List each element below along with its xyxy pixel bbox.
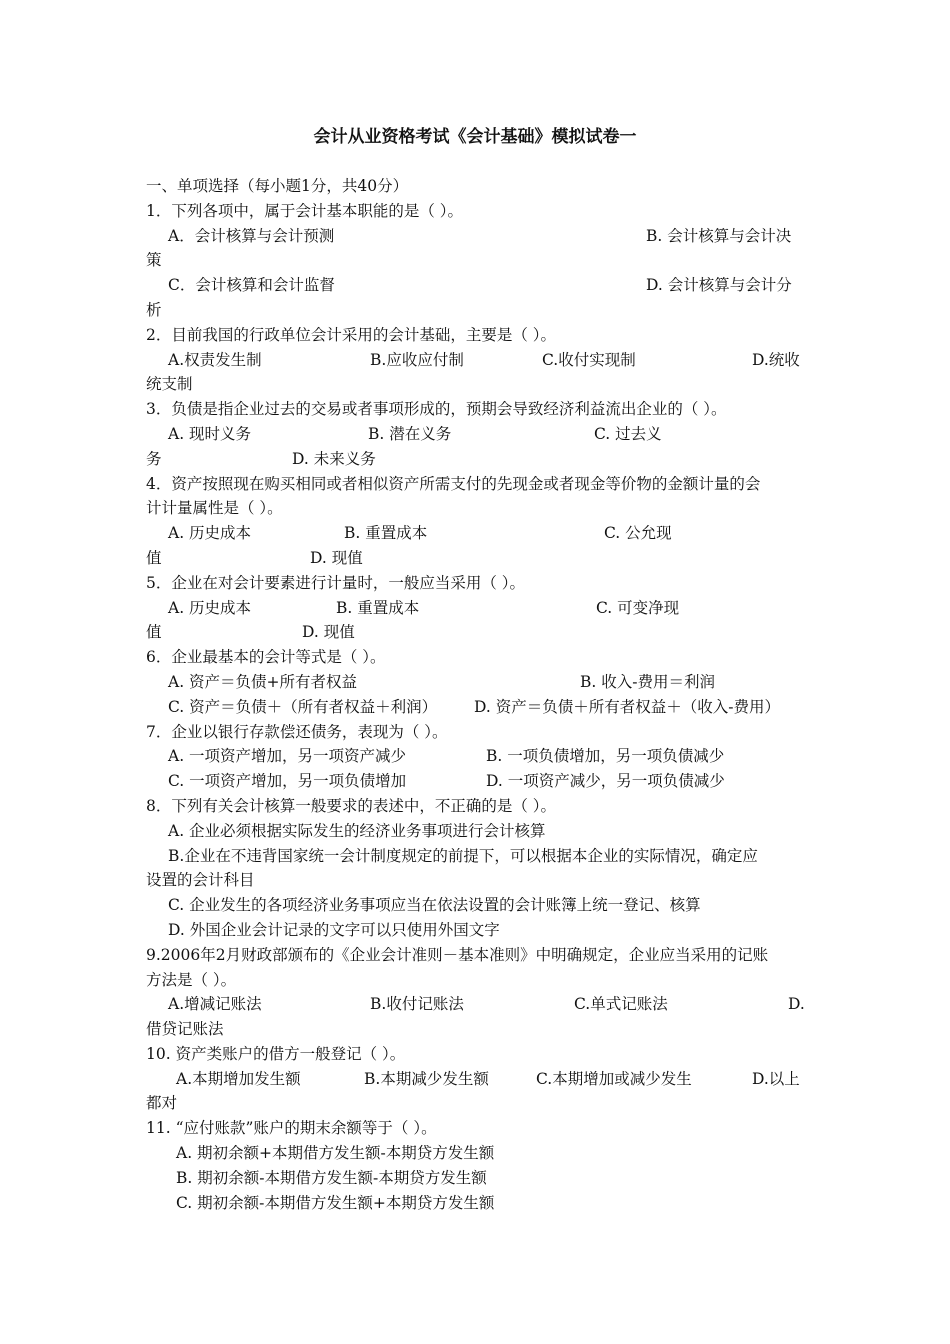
question-7-stem: 7．企业以银行存款偿还债务，表现为（ ）。 (146, 722, 448, 741)
q5-option-c-cont: 值 (146, 623, 162, 642)
q3-option-c-cont: 务 (146, 449, 162, 468)
question-1-stem: 1．下列各项中，属于会计基本职能的是（ ）。 (146, 201, 464, 220)
q1-option-b: B. 会计核算与会计决 (646, 226, 792, 245)
q7-option-b: B. 一项负债增加，另一项负债减少 (486, 747, 725, 766)
question-4-options-row2 (146, 546, 810, 571)
question-2-options (146, 348, 810, 373)
q8-option-b-line1: B.企业在不违背国家统一会计制度规定的前提下，可以根据本企业的实际情况，确定应 (168, 846, 758, 865)
exam-content (146, 174, 810, 1215)
question-1-options-row1 (146, 224, 810, 249)
q9-option-d: D. (788, 995, 805, 1014)
q10-option-d-cont: 都对 (146, 1094, 178, 1113)
q2-option-b: B.应收应付制 (370, 350, 464, 369)
q1-option-d-cont: 析 (146, 300, 162, 319)
question-6-stem: 6．企业最基本的会计等式是（ ）。 (146, 648, 386, 667)
q1-option-d: D. 会计核算与会计分 (646, 276, 792, 295)
question-4-options (146, 521, 810, 546)
question-9-stem-line2: 方法是（ ）。 (146, 970, 237, 989)
q3-option-a: A. 现时义务 (168, 424, 252, 443)
question-5-options-row2 (146, 620, 810, 645)
question-3-stem: 3．负债是指企业过去的交易或者事项形成的，预期会导致经济利益流出企业的（ ）。 (146, 400, 727, 419)
question-10-stem: 10. 资产类账户的借方一般登记（ ）。 (146, 1044, 406, 1063)
question-9-options (146, 992, 810, 1017)
q4-option-a: A. 历史成本 (168, 524, 252, 543)
q4-option-c-cont: 值 (146, 548, 162, 567)
q6-option-b: B. 收入-费用＝利润 (580, 672, 715, 691)
q9-option-c: C.单式记账法 (574, 995, 668, 1014)
q10-option-b: B.本期减少发生额 (364, 1069, 489, 1088)
q2-option-d: D.统收 (752, 350, 800, 369)
q7-option-d: D. 一项资产减少，另一项负债减少 (486, 772, 725, 791)
q10-option-a: A.本期增加发生额 (176, 1069, 301, 1088)
q10-option-d: D.以上 (752, 1069, 800, 1088)
q6-option-c: C. 资产＝负债＋（所有者权益＋利润） (168, 697, 438, 716)
q9-option-d-cont: 借贷记账法 (146, 1020, 224, 1039)
question-11-stem: 11. “应付账款”账户的期末余额等于（ ）。 (146, 1119, 437, 1138)
q11-option-b: B. 期初余额-本期借方发生额-本期贷方发生额 (176, 1168, 487, 1187)
q8-option-b-line2: 设置的会计科目 (146, 871, 255, 890)
q7-option-a: A. 一项资产增加，另一项资产减少 (168, 747, 407, 766)
q10-option-c: C.本期增加或减少发生 (536, 1069, 692, 1088)
question-7-options-row2 (146, 769, 810, 794)
question-1-options-row2 (146, 273, 810, 298)
q4-option-b: B. 重置成本 (344, 524, 428, 543)
q2-option-c: C.收付实现制 (542, 350, 636, 369)
q5-option-b: B. 重置成本 (336, 598, 420, 617)
q6-option-a: A. 资产＝负债+所有者权益 (168, 672, 358, 691)
question-10-options (146, 1067, 810, 1092)
section-heading: 一、单项选择（每小题1分，共40分） (146, 177, 409, 195)
q5-option-a: A. 历史成本 (168, 598, 252, 617)
page-title: 会计从业资格考试《会计基础》模拟试卷一 (313, 127, 637, 147)
q7-option-c: C. 一项资产增加，另一项负债增加 (168, 772, 407, 791)
q5-option-d: D. 现值 (302, 623, 355, 642)
q1-option-a: A．会计核算与会计预测 (168, 226, 335, 245)
question-2-stem: 2．目前我国的行政单位会计采用的会计基础，主要是（ ）。 (146, 325, 557, 344)
q1-option-c: C．会计核算和会计监督 (168, 276, 335, 295)
q8-option-d: D. 外国企业会计记录的文字可以只使用外国文字 (168, 920, 500, 939)
q8-option-a: A. 企业必须根据实际发生的经济业务事项进行会计核算 (168, 821, 546, 840)
question-8-stem: 8．下列有关会计核算一般要求的表述中，不正确的是（ ）。 (146, 796, 557, 815)
q11-option-c: C. 期初余额-本期借方发生额+本期贷方发生额 (176, 1193, 495, 1212)
q8-option-c: C. 企业发生的各项经济业务事项应当在依法设置的会计账簿上统一登记、核算 (168, 896, 701, 915)
question-5-stem: 5．企业在对会计要素进行计量时，一般应当采用（ ）。 (146, 573, 526, 592)
q6-option-d: D. 资产＝负债＋所有者权益＋（收入-费用） (474, 697, 780, 716)
q5-option-c: C. 可变净现 (596, 598, 680, 617)
question-6-options-row2 (146, 695, 810, 720)
q3-option-c: C. 过去义 (594, 424, 662, 443)
question-9-stem-line1: 9.2006年2月财政部颁布的《企业会计准则－基本准则》中明确规定，企业应当采用的记账 (146, 945, 769, 964)
q2-option-a: A.权责发生制 (168, 350, 262, 369)
q9-option-b: B.收付记账法 (370, 995, 464, 1014)
question-6-options-row1 (146, 670, 810, 695)
q3-option-b: B. 潜在义务 (368, 424, 452, 443)
question-3-options (146, 422, 810, 447)
q2-option-d-cont: 统支制 (146, 375, 193, 394)
q3-option-d: D. 未来义务 (292, 449, 376, 468)
q9-option-a: A.增减记账法 (168, 995, 262, 1014)
q11-option-a: A. 期初余额+本期借方发生额-本期贷方发生额 (176, 1144, 495, 1163)
q1-option-b-cont: 策 (146, 251, 162, 270)
question-4-stem-line2: 计计量属性是（ ）。 (146, 499, 283, 518)
q4-option-c: C. 公允现 (604, 524, 672, 543)
question-5-options (146, 596, 810, 621)
question-4-stem-line1: 4．资产按照现在购买相同或者相似资产所需支付的先现金或者现金等价物的金额计量的会 (146, 474, 761, 493)
question-7-options-row1 (146, 744, 810, 769)
q4-option-d: D. 现值 (310, 548, 363, 567)
question-3-options-row2 (146, 447, 810, 472)
